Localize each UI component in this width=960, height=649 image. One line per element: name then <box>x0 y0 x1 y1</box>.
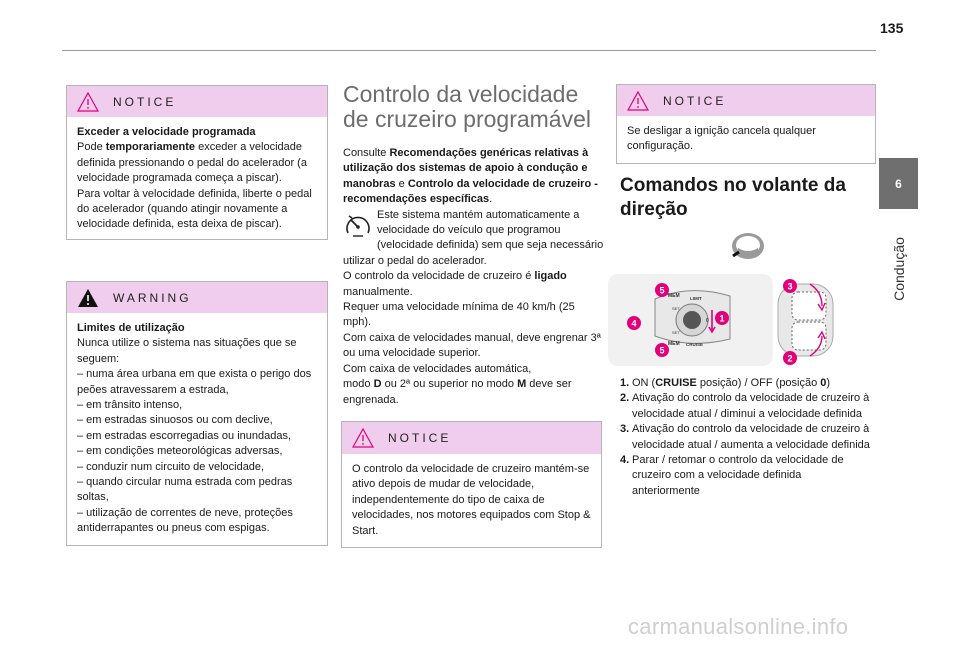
header-divider <box>62 50 876 51</box>
page-number: 135 <box>880 20 904 36</box>
notice-warning-triangle-icon <box>627 91 649 111</box>
warning-item: – conduzir num circuito de velocidade, <box>77 460 265 473</box>
legend-item: 2. Ativação do controlo da velocidade de cruzeiro à velocidade atual / diminui a velocidade definida <box>620 392 870 420</box>
chapter-label: Condução <box>891 237 908 301</box>
warning-item: – quando circular numa estrada com pedras soltas, <box>77 476 293 504</box>
notice-text: Se desligar a ignição cancela qualquer configuração. <box>627 125 816 153</box>
warning-box <box>66 281 328 546</box>
callout-5-top <box>655 283 669 297</box>
warning-item: – em estradas escorregadias ou inundadas, <box>77 429 292 442</box>
warning-item: – em condições meteorológicas adversas, <box>77 445 283 458</box>
consult-paragraph: Consulte Recomendações genéricas relativas à utilização dos sistemas de apoio à condução e manobras e Controlo da velocidade de cruzeiro - recomendações específicas. <box>343 147 598 206</box>
steering-controls-title: Comandos no volante da direção <box>620 175 846 220</box>
svg-text:4: 4 <box>631 318 637 329</box>
svg-text:5: 5 <box>659 285 665 296</box>
footer-watermark: carmanualsonline.info <box>628 614 849 639</box>
auto-gearbox-paragraph: Com caixa de velocidades automática, <box>343 362 532 375</box>
notice-paragraph: Pode temporariamente exceder a velocidade definida pressionando o pedal do acelerador (a velocidade programada começa a piscar). <box>77 141 307 185</box>
controls-legend-list <box>620 376 870 499</box>
notice-header <box>342 422 601 454</box>
warning-item: – em estradas sinuosos ou com declive, <box>77 414 273 427</box>
svg-text:SET: SET <box>672 306 680 311</box>
activation-paragraph: O controlo da velocidade de cruzeiro é ligado manualmente. <box>343 270 567 298</box>
manual-gearbox-paragraph: Com caixa de velocidades manual, deve engrenar 3ª ou uma velocidade superior. <box>343 331 601 360</box>
callout-2 <box>783 351 797 365</box>
notice-box-gearshift <box>341 421 602 548</box>
warning-title: WARNING <box>113 290 192 305</box>
legend-item: 3. Ativação do controlo da velocidade de cruzeiro à velocidade atual / aumenta a velocidade definida <box>620 423 870 451</box>
svg-text:MEM: MEM <box>668 293 680 299</box>
notice-heading: Exceder a velocidade programada <box>77 126 256 138</box>
svg-text:LIMIT: LIMIT <box>690 296 702 301</box>
warning-triangle-icon <box>77 288 99 308</box>
callout-3 <box>783 279 797 293</box>
notice-paragraph: Para voltar à velocidade definida, liberte o pedal do acelerador (quando atingir novamente a velocidade definida, esta deixa de piscar). <box>77 187 312 231</box>
svg-text:CRUISE: CRUISE <box>686 342 704 347</box>
notice-header <box>617 85 875 116</box>
svg-text:5: 5 <box>659 345 665 356</box>
svg-text:MEM: MEM <box>668 341 680 347</box>
notice-header <box>67 86 327 117</box>
notice-box-speed <box>66 85 328 240</box>
chapter-tab[interactable]: 6 <box>879 158 918 209</box>
notice-warning-triangle-icon <box>77 92 99 112</box>
notice-title: NOTICE <box>388 431 452 445</box>
svg-text:0: 0 <box>706 318 709 324</box>
system-description: Este sistema mantém automaticamente a velocidade do veículo que programou (velocidade definida) sem que seja necessário utilizar o pedal do acelerador. <box>343 208 604 267</box>
auto-gearbox-mode-paragraph: modo D ou 2ª ou superior no modo M deve ser engrenada. <box>343 378 572 406</box>
notice-box-ignition <box>616 84 876 164</box>
section-title: Controlo da velocidade de cruzeiro programável <box>343 81 592 132</box>
warning-heading: Limites de utilização <box>77 322 185 334</box>
steering-wheel-controls-illustration <box>600 224 855 374</box>
legend-item: 4. Parar / retomar o controlo da velocidade de cruzeiro com a velocidade definida anteriormente <box>620 454 844 497</box>
min-speed-paragraph: Requer uma velocidade mínima de 40 km/h (25 mph). <box>343 301 575 329</box>
warning-intro: Nunca utilize o sistema nas situações que se seguem: <box>77 337 297 365</box>
callout-5-bottom <box>655 343 669 357</box>
speed-adjust-switch <box>778 281 833 356</box>
warning-header <box>67 282 327 313</box>
warning-item: – utilização de correntes de neve, proteções antiderrapantes ou pneus com espigas. <box>77 506 293 535</box>
cruise-control-speedometer-icon <box>343 211 373 239</box>
callout-4 <box>627 316 641 330</box>
warning-item: – em trânsito intenso, <box>77 399 183 412</box>
svg-text:3: 3 <box>787 281 793 292</box>
legend-item: 1. ON (CRUISE posição) / OFF (posição 0) <box>620 377 831 389</box>
callout-1 <box>715 311 729 325</box>
svg-text:SET: SET <box>672 330 680 335</box>
warning-item: – numa área urbana em que exista o perigo dos peões atravessarem a estrada, <box>77 368 312 396</box>
notice-text: O controlo da velocidade de cruzeiro mantém-se ativo depois de mudar de velocidade, independentemente do tipo de caixa de velocidades, nos motores equipados com Stop & Start. <box>352 463 591 537</box>
notice-warning-triangle-icon <box>352 428 374 448</box>
notice-title: NOTICE <box>663 93 727 108</box>
cruise-control-section <box>343 82 605 408</box>
steering-wheel-icon <box>732 233 764 259</box>
svg-text:2: 2 <box>787 353 793 364</box>
svg-text:1: 1 <box>719 313 725 324</box>
notice-title: NOTICE <box>113 94 177 109</box>
